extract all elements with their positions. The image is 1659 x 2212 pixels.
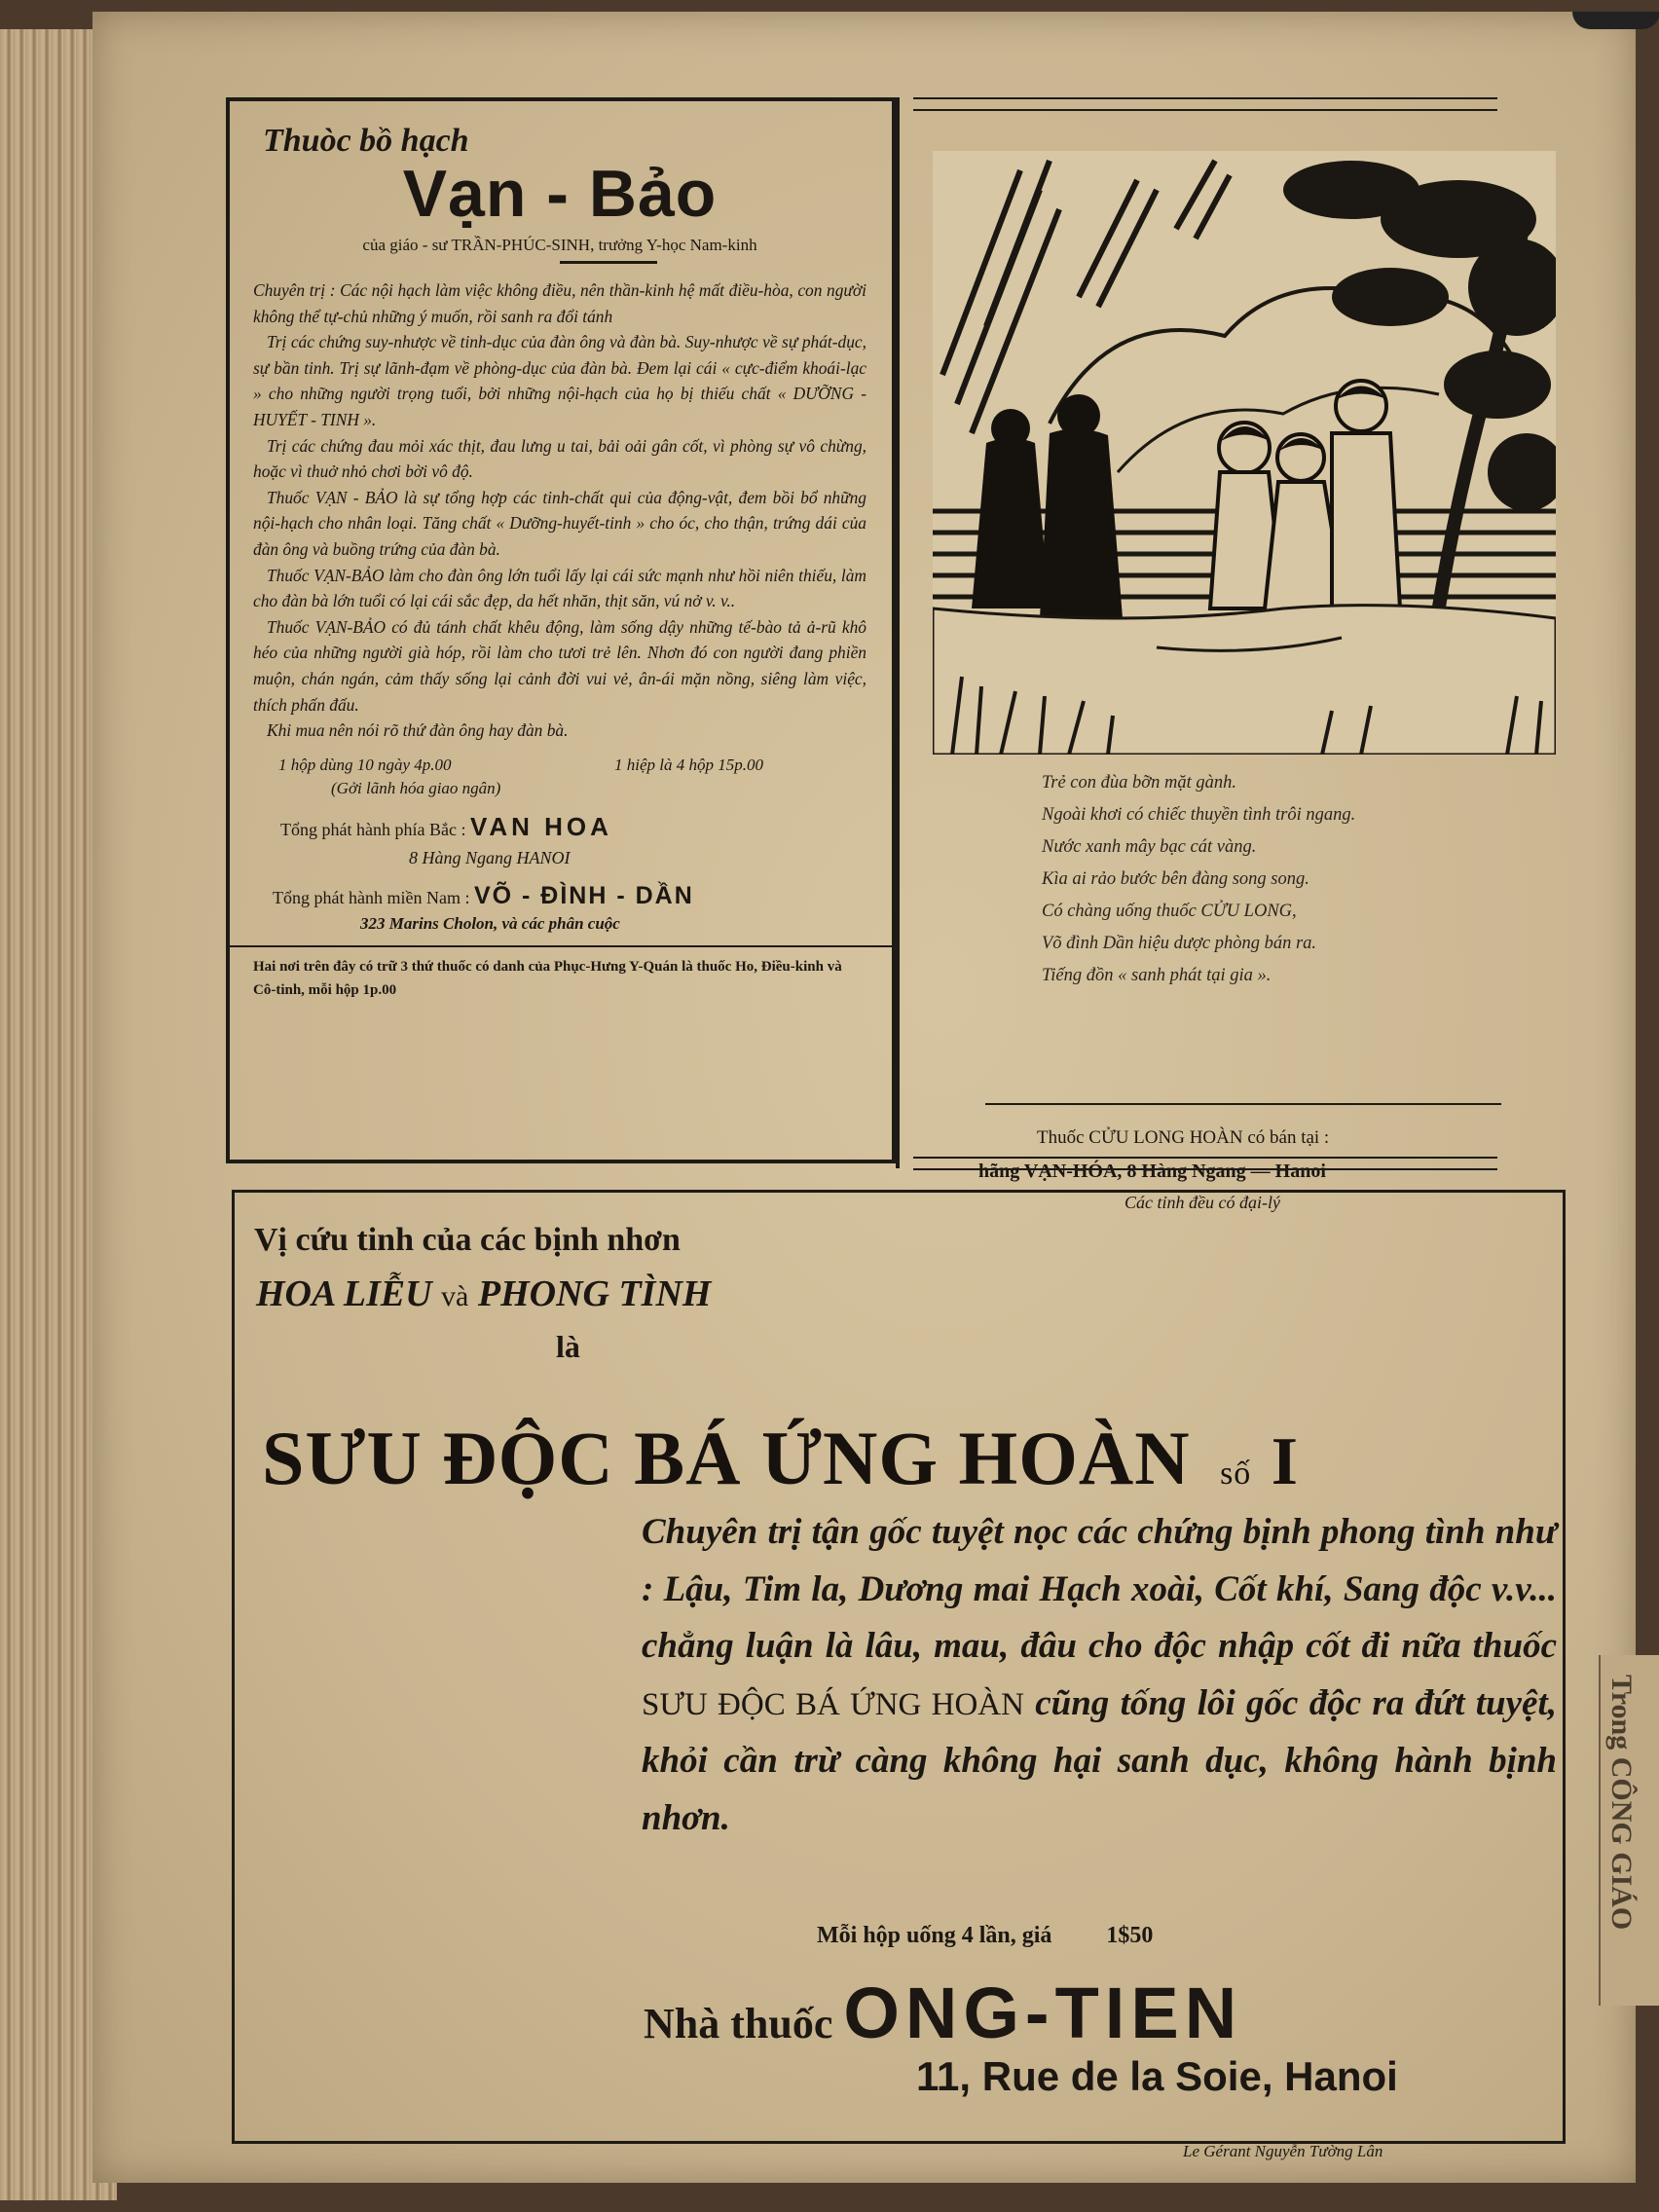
suu-doc-number-label: số [1220,1456,1252,1492]
north-distributor-label: Tổng phát hành phía Bắc : [280,819,466,839]
van-bao-author: của giáo - sư TRẦN-PHÚC-SINH, trưởng Y-học Nam-kinh [362,236,757,254]
suu-doc-body [642,1504,1557,1847]
price-value: 1$50 [1106,1923,1154,1948]
top-double-rule [913,97,1497,111]
van-bao-paragraph: Trị các chứng đau mỏi xác thịt, đau lưng u tai, bải oải gân cốt, vì phòng sự vô chừng, hoặc vì thuở nhỏ chơi bời vô độ. [253,435,866,482]
van-bao-paragraph: Khi mua nên nói rõ thứ đàn ông hay đàn bà. [267,720,569,741]
poem-line: Trẻ con đùa bỡn mặt gành. [1042,773,1237,793]
adjacent-page-strip [1599,1655,1659,2006]
van-bao-prices [278,756,866,775]
van-bao-paragraph: Thuốc VẠN - BẢO là sự tổng hợp các tinh-chất qui của động-vật, đem bồi bổ những nội-hạch cho nhân loại. Tăng chất « Dưỡng-huyết-tinh » cho óc, cho thận, trứng dái của đàn ông và buồng trứng của đàn bà. [253,487,866,559]
north-distributor-address: 8 Hàng Ngang HANOI [409,847,571,867]
suu-doc-body-text-2: cũng tống lôi gốc độc ra đứt tuyệt, khỏi cần trừ càng không hại sanh dục, không hành bịnh nhơn. [642,1682,1558,1838]
suu-doc-tagline: Vị cứu tinh của các bịnh nhơn [254,1222,681,1258]
poem-line: Võ đình Dần hiệu dược phòng bán ra. [1042,934,1317,953]
column-divider [896,97,900,1168]
south-distributor [273,882,866,910]
adjacent-page-text: Trong CÔNG GIÁO [1605,1675,1638,1931]
pharmacy-address: 11, Rue de la Soie, Hanoi [916,2053,1398,2099]
poem-line: Kìa ai rảo bước bên đàng song song. [1042,869,1309,889]
suu-doc-body-text: Chuyên trị tận gốc tuyệt nọc các chứng bịnh phong tình như : Lậu, Tim la, Dương mai Hạch xoài, Cốt khí, Sang độc v.v... chẳng luận là lâu, mau, đâu cho độc nhập cốt đi nữa thuốc [642,1512,1557,1666]
disease-phong-tinh: PHONG TÌNH [477,1273,712,1314]
gerant-credit: Le Gérant Nguyễn Tường Lân [1183,2142,1383,2160]
conjunction: và [441,1280,469,1312]
pharmacy-label: Nhà thuốc [644,2000,833,2047]
suu-doc-advertisement [232,1190,1566,2144]
suu-doc-title [262,1415,1299,1502]
shop-address: hãng VẠN-HÓA, 8 Hàng Ngang — Hanoi [978,1161,1326,1182]
south-distributor-label: Tổng phát hành miền Nam : [273,887,470,907]
poem-line: Ngoài khơi có chiếc thuyền tình trôi ngang. [1042,805,1356,825]
page-corner-shadow [1572,12,1659,29]
van-bao-lead: Thuòc bồ hạch [263,123,469,159]
pharmacy-line [644,1972,1242,2054]
bottom-double-rule [913,1157,1497,1170]
poem-line: Nước xanh mây bạc cát vàng. [1042,837,1257,857]
van-bao-paragraph: Chuyên trị : Các nội hạch làm việc không điều, nên thần-kinh hệ mất điều-hòa, con người không thể tự-chủ những ý muốn, rồi sanh ra đổi tánh [253,280,866,326]
van-bao-brand: Vạn - Bảo [402,157,718,231]
south-distributor-address: 323 Marins Cholon, và các phân cuộc [360,913,620,933]
disease-hoa-lieu: HOA LIỄU [256,1273,432,1314]
van-bao-divider [560,261,657,264]
poem [1042,767,1355,992]
sold-at: Thuốc CỬU LONG HOÀN có bán tại : [1037,1127,1330,1148]
delivery-note: (Gởi lãnh hóa giao ngân) [331,778,501,797]
suu-doc-number: I [1271,1424,1300,1499]
poem-line: Tiếng đồn « sanh phát tại gia ». [1042,966,1272,985]
woodcut-illustration [933,151,1556,755]
case-price: 1 hiệp là 4 hộp 15p.00 [614,755,763,774]
dose-text: Mỗi hộp uống 4 lần, giá [817,1923,1052,1948]
suu-doc-body-brand: SƯU ĐỘC BÁ ỨNG HOÀN [642,1686,1024,1722]
suu-doc-diseases [256,1272,711,1315]
poem-line: Có chàng uống thuốc CỬU LONG, [1042,902,1297,921]
cuu-long-advertisement [896,97,1577,1212]
van-bao-advertisement [226,97,896,1163]
suu-doc-title-text: SƯU ĐỘC BÁ ỨNG HOÀN [262,1416,1191,1500]
van-bao-paragraph: Thuốc VẠN-BẢO có đủ tánh chất khêu động, làm sống dậy những tế-bào tả ả-rũ khô héo của những người già hóp, rồi làm cho tươi trẻ lên. Nhơn đó con người đang phiền muộn, chán ngán, cảm thấy sống lại cảnh đời vui vẻ, ân-ái mặn nồng, siêng làm việc, thích phấn đấu. [253,616,866,715]
north-distributor [280,812,866,842]
suu-doc-price-line [817,1923,1153,1949]
poem-divider [985,1103,1501,1105]
van-bao-footer: Hai nơi trên đây có trữ 3 thứ thuốc có danh của Phục-Hưng Y-Quán là thuốc Ho, Điều-kinh và Cô-tinh, mỗi hộp 1p.00 [253,958,842,998]
pharmacy-name: ONG-TIEN [843,1972,1243,2053]
van-bao-footer-rule [230,945,892,947]
north-distributor-name: VAN HOA [469,811,612,841]
van-bao-paragraph: Thuốc VẠN-BẢO làm cho đàn ông lớn tuổi lấy lại cái sức mạnh như hồi niên thiếu, làm cho đàn bà lớn tuổi có lại cái sắc đẹp, da hết nhăn, thịt săn, vú nở v. v.. [253,565,866,611]
agents-note: Các tỉnh đều có đại-lý [1124,1193,1280,1212]
box-price: 1 hộp dùng 10 ngày 4p.00 [278,755,452,774]
south-distributor-name: VÕ - ĐÌNH - DẦN [473,881,694,909]
van-bao-paragraph: Trị các chứng suy-nhược về tinh-dục của đàn ông và đàn bà. Suy-nhược về sự phát-dục, sự bần tinh. Trị sự lãnh-đạm về phòng-dục của đàn bà. Đem lại cái « cực-điểm khoái-lạc » cho những người trọng tuổi, bởi những nội-hạch của họ bị thiếu chất « DƯỠNG - HUYẾT - TINH ». [253,332,866,429]
suu-doc-la: là [556,1329,580,1364]
